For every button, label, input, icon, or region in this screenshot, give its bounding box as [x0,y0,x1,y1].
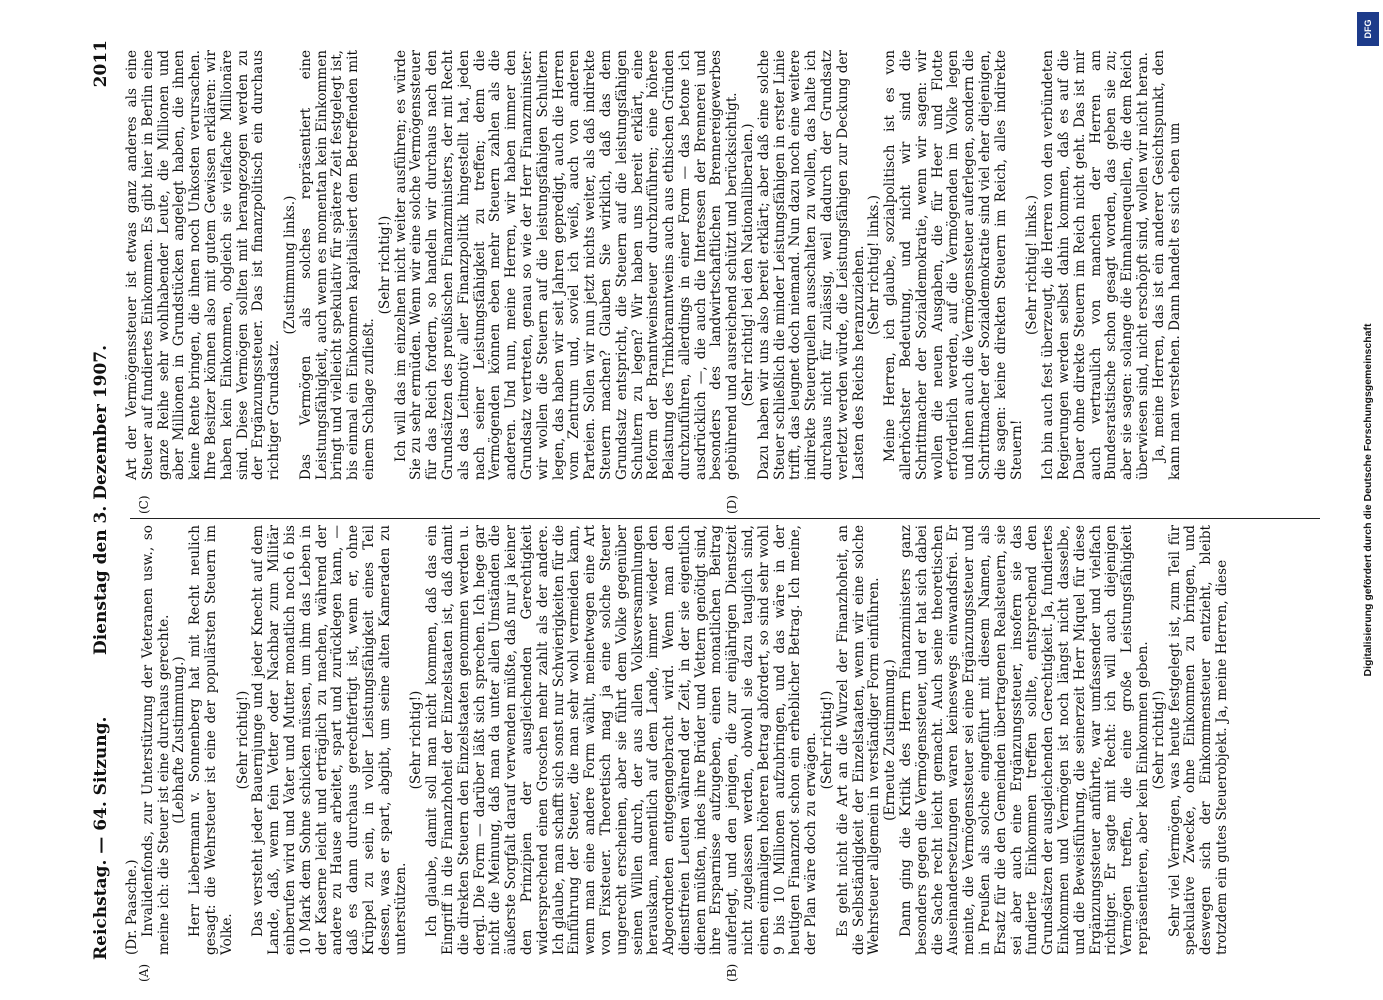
interjection: (Sehr richtig! links.) [1024,194,1041,336]
paragraph: Herr Liebermann v. Sonnenberg hat mit Recht neulich gesagt: die Wehrsteuer ist eine der populärsten Steuern im Volke. [187,525,235,955]
paragraph: Ich will das im einzelnen nicht weiter ausführen; es würde Sie zu sehr ermüden. Wenn wir eine solche Vermögenssteuer für das Reich fordern, so handeln wir durchaus nach den Grundsätzen des preußischen Finanzministers, der mit Recht als das Leitmotiv aller Finanzpolitik hingestellt hat, jeden nach seiner Leistungsfähigkeit zu treffen; denn die Vermögenden können eben mehr Steuern zahlen als die anderen. Und nun, meine Herren, wir haben immer den Grundsatz vertreten, genau so wie der Herr Finanzminister: wir wollen die Steuern auf die leistungsfähigen Schultern legen, das haben wir seit Jahren gepredigt, auch die Herren vom Zentrum und, soviel ich weiß, auch von anderen Parteien. Sollen wir nun jetzt nichts weiter, als daß indirekte Steuern machen? Glauben Sie wirklich, daß das dem Grundsatz entspricht, die Steuern auf die leistungsfähigen Schultern zu legen? Wir haben uns bereit erklärt, eine Reform der Branntweinsteuer durchzuführen; eine höhere Belastung des Trinkbranntweins auch aus ethischen Gründen durchzuführen, allerdings in einer Form — das betone ich ausdrücklich —, die auch die Interessen der Brennerei und besonders des landwirtschaftlichen Brennereigewerbes gebührend und ausreichend schützt und berücksichtigt. [392,50,741,480]
paragraph: Ja, meine Herren, das ist ein anderer Gesichtspunkt, den kann man verstehen. Dann handelt es sich eben um [1150,50,1183,480]
paragraph: Sehr viel Vermögen, was heute festgelegt ist, zum Teil für spekulative Zwecke, ohne Einkommen zu bringen, und deswegen sich der Einkommensteuer entzieht, bleibt trotzdem ein gutes Steuerobjekt. Ja, meine Herren, diese [1166,525,1230,955]
margin-marker-d: (D) [725,495,739,514]
interjection: (Sehr richtig!) [234,690,251,790]
funding-note: Digitalisierung gefördert durch die Deutsche Forschungsgemeinschaft [1362,323,1374,677]
paragraph: Es geht nicht die Art an die Wurzel der Finanzhoheit, an die Selbständigkeit der Einzelstaaten, wenn wir eine solche Wehrsteuer allgemein in verständiger Form einführen. [834,525,883,955]
header-session: Reichstag. — 64. Sitzung. [91,716,111,960]
page-header [85,40,121,960]
margin-marker-b: (B) [725,963,739,982]
interjection: (Sehr richtig!) [819,690,836,790]
interjection: (Lebhafte Zustimmung.) [171,656,188,824]
rotated-page [45,0,1355,1000]
margin-marker-a: (A) [137,963,151,982]
margin-marker-c: (C) [137,495,151,514]
column-divider [130,518,1320,519]
paragraph: Ich glaube, damit soll man nicht kommen, daß das ein Eingriff in die Finanzhoheit der Einzelstaaten ist, daß damit die direkten Steuern den Einzelstaaten genommen werden u. dergl. Die Form — darüber läßt sich sprechen. Ich hege gar nicht die Meinung, daß man da unter allen Umständen die äußerste Sorgfalt darauf verwenden müßte, daß nur ja keiner den Prinzipien der ausgleichenden Gerechtigkeit widersprechend einen Groschen mehr zahlt als der andere. Ich glaube, man schafft sich sonst nur Schwierigkeiten für die Einführung der Steuer, die man sehr wohl vermeiden kann, wenn man eine andere Form wählt, meinetwegen eine Art von Fixsteuer. Theoretisch mag ja eine solche Steuer ungerecht erscheinen, aber sie führt dem Volke gegenüber seinen Willen durch, der aus allen Volksversammlungen herauskam, namentlich auf dem Lande, immer wieder den Abgeordneten entgegengebracht wird. Wenn man den dienstfreien Leuten während der Zeit, in der sie eigentlich dienen müßten, indes ihre Brüder und Vettern genötigt sind, ihre Ersparnisse aufzugeben, einen monatlichen Beitrag auferlegt, und den jenigen, die zur einjährigen Dienstzeit nicht zugelassen werden, obwohl sie dazu tauglich sind, einen einmaligen höheren Betrag abfordert, so sind sehr wohl 9 bis 10 Millionen aufzubringen, und das wäre in der heutigen Finanznot schon ein erheblicher Betrag. Ich meine, der Plan wäre doch zu erwägen. [424,525,820,955]
paragraph: Art der Vermögenssteuer ist etwas ganz anderes als eine Steuer auf fundiertes Einkommen. Es gibt hier in Berlin eine ganze Reihe sehr wohlhabender Leute, die Millionen und aber Millionen in Grundstücken angelegt haben, die ihnen keine Rente bringen, die ihnen noch Unkosten verursachen. Ihre Besitzer können also mit gutem Gewissen erklären: wir haben kein Einkommen, obgleich sie vielfache Millionäre sind. Diese Vermögen sollten mit herangezogen werden zu der Ergänzungssteuer. Das ist finanzpolitisch ein durchaus richtiger Grundsatz. [124,50,283,480]
paragraph: Invalidenfonds, zur Unterstützung der Veteranen usw., so meine ich: die Steuer ist eine durchaus gerechte. [139,525,172,955]
paragraph: Meine Herren, ich glaube, sozialpolitisch ist es von allerhöchster Bedeutung, und nicht wir sind die Schrittmacher der Sozialdemokratie, wenn wir sagen: wir wollen die neuen Ausgaben, die für Heer und Flotte erforderlich werden, auf die Vermögenden im Volke legen und ihnen auch die Vermögenssteuer auferlegen, sondern die Schrittmacher der Sozialdemokratie sind viel eher diejenigen, die sagen: keine direkten Steuern im Reich, alles indirekte Steuern! [882,50,1025,480]
paragraph: Dann ging die Kritik des Herrn Finanzministers ganz besonders gegen die Vermögenssteuer, und er hat sich dabei die Sache recht leicht gemacht. Auch seine theoretischen Auseinandersetzungen waren keineswegs einwandsfrei. Er meinte, die Vermögenssteuer sei eine Ergänzungssteuer und in Preußen als solche eingeführt mit diesem Namen, als Ersatz für die den Gemeinden übertragenen Realsteuern, sie sei aber auch eine Ergänzungssteuer, insofern sie das fundierte Einkommen treffen sollte, entsprechend den Grundsätzen der ausgleichenden Gerechtigkeit. Ja, fundiertes Einkommen und Vermögen ist noch längst nicht dasselbe, und die Beweisführung, die seinerzeit Herr Miquel für diese Ergänzungssteuer anführte, war umfassender und vielfach richtiger. Er sagte mit Recht: ich will auch diejenigen Vermögen treffen, die eine große Leistungsfähigkeit repräsentieren, aber kein Einkommen geben. [898,525,1151,955]
interjection: (Zustimmung links.) [281,195,298,335]
paragraph: Das versteht jeder Bauernjunge und jeder Knecht auf dem Lande, daß, wenn fein Vetter oder Nachbar zum Militär einberufen wird und Vater und Mutter monatlich noch 6 bis 10 Mark dem Sohne schicken müssen, um ihm das Leben in der Kaserne leicht und erträglich zu machen, während der andere zu Hause arbeitet, spart und zurücklegen kann, — daß es dann durchaus gerechtfertigt ist, wenn er, ohne Krüppel zu sein, in voller Leistungsfähigkeit eines Teil dessen, was er spart, abgibt, um seine alten Kameraden zu unterstützen. [250,525,409,955]
interjection: (Erneute Zustimmung.) [882,659,899,821]
interjection: (Sehr richtig!) [1150,690,1167,790]
interjection: (Sehr richtig! bei den Nationalliberalen.) [740,123,757,407]
header-date: Dienstag den 3. Dezember 1907. [91,344,111,656]
interjection: (Sehr richtig! links.) [866,194,883,336]
dfg-logo: DFG [1357,12,1379,46]
paragraph: Das Vermögen als solches repräsentiert eine Leistungsfähigkeit, auch wenn es momentan kein Einkommen bringt und vielleicht spekulativ für spätere Zeit festgelegt ist, bis einmal ein Einkommen kapitalisiert dem Betreffenden mit einem Schlage zufließt. [297,50,377,480]
left-column [125,525,1231,955]
side-strip [1353,0,1383,1000]
page-number: 2011 [91,40,111,88]
paragraph: Dazu haben wir uns also bereit erklärt; aber daß eine solche Steuer schließlich die minder Leistungsfähigen in erster Linie trifft, das leugnet doch niemand. Nun dazu noch eine weitere indirekte Steuerquellen ausschalten zu wollen, das halte ich durchaus nicht für zulässig, weil dadurch der Grundsatz verletzt werden würde, die Leistungsfähigen zur Deckung der Lasten des Reichs heranzuziehen. [755,50,867,480]
speaker-label: (Dr. Paasche.) [124,859,140,955]
right-column [125,50,1183,480]
interjection: (Sehr richtig!) [408,690,425,790]
paragraph: Ich bin auch fest überzeugt, die Herren von den verbündeten Regierungen werden selbst dahin kommen, daß es auf die Dauer ohne direkte Steuern im Reich nicht geht. Das ist mir auch vertraulich von manchen der Herren am Bundesratstische schon gesagt worden, das geben sie zu; aber sie sagen: solange die Einnahmequellen, die dem Reich überwiesen sind, nicht erschöpft sind, wollen wir nicht heran. [1040,50,1151,480]
interjection: (Sehr richtig!) [376,215,393,315]
